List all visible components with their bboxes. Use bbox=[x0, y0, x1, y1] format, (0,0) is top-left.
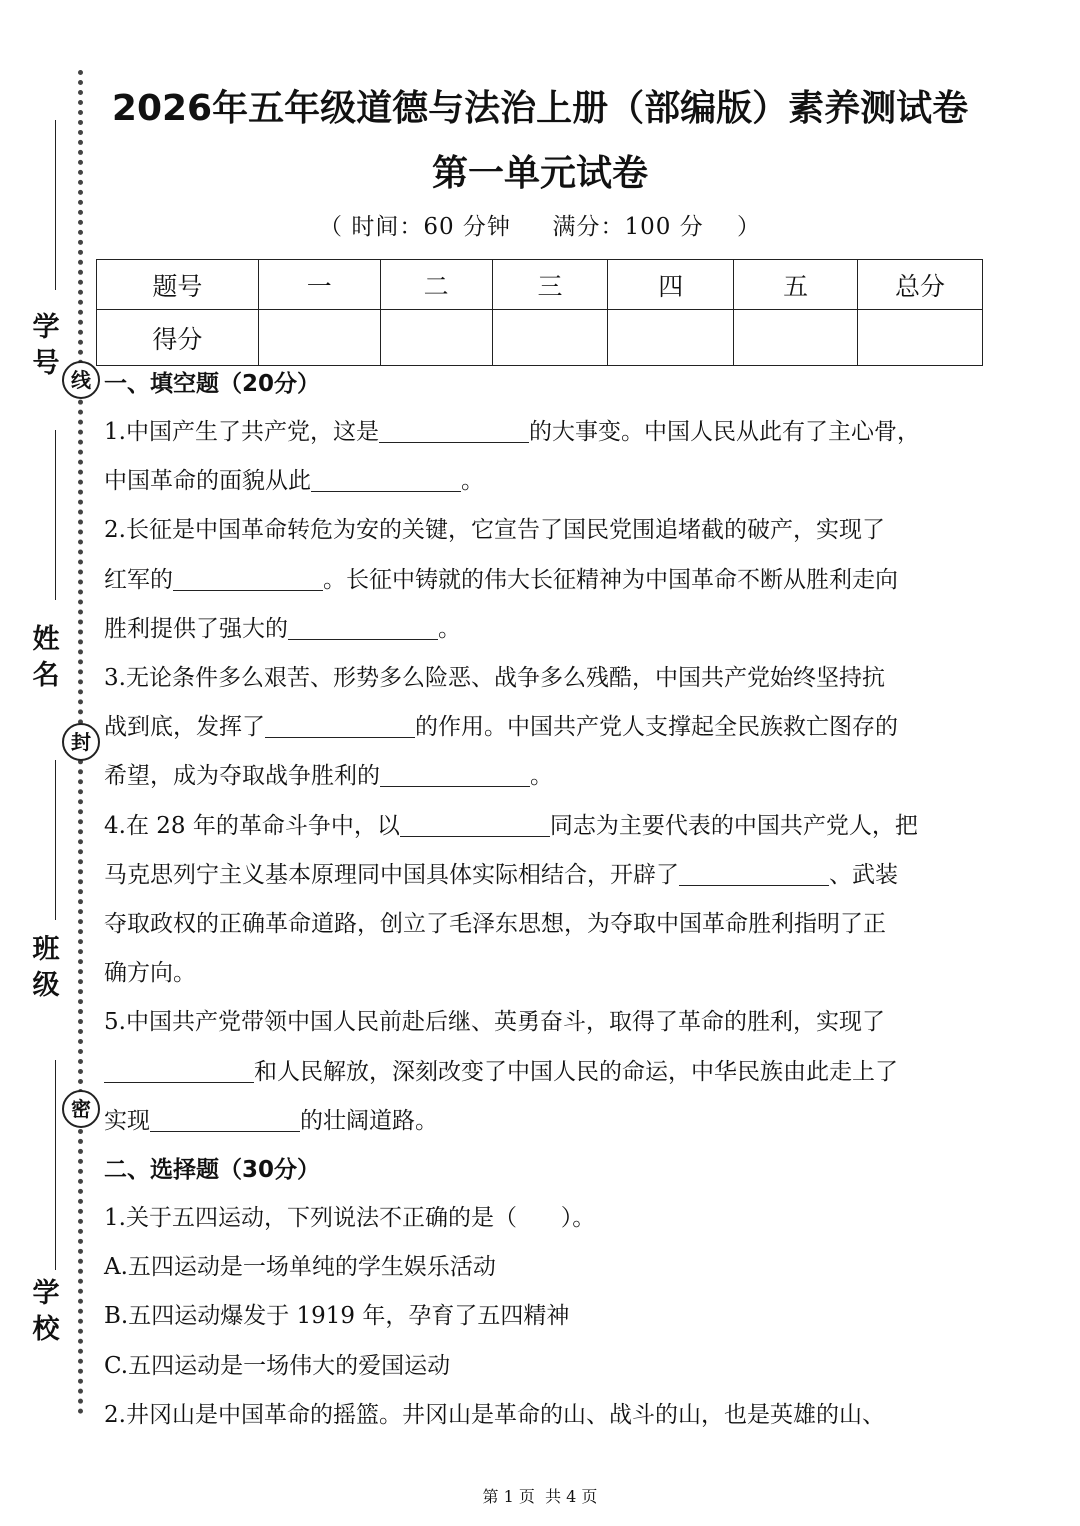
seal-secret-mark: 密 bbox=[62, 1090, 100, 1128]
section-choice-heading: 二、选择题（30分） bbox=[104, 1157, 321, 1184]
choice-option-c[interactable]: C.五四运动是一场伟大的爱国运动 bbox=[104, 1352, 451, 1379]
fill-question-5: 5.中国共产党带领中国人民前赴后继、英勇奋斗，取得了革命的胜利，实现了 和人民解放，深刻改变了中国人民的命运，中华民族由此走上了 实现 的壮阔道路。 bbox=[104, 1009, 898, 1134]
header-total: 总分 bbox=[858, 260, 983, 310]
student-id-label: 学 号 bbox=[32, 312, 60, 379]
student-id-line bbox=[55, 120, 56, 290]
seal-line-mark: 线 bbox=[62, 361, 100, 399]
answer-blank[interactable] bbox=[150, 1105, 300, 1132]
school-label: 学 校 bbox=[32, 1278, 60, 1345]
score-cell[interactable] bbox=[258, 310, 380, 366]
score-cell[interactable] bbox=[734, 310, 858, 366]
name-line bbox=[55, 430, 56, 600]
choice-question-1: 1.关于五四运动，下列说法不正确的是（ ）。 bbox=[104, 1205, 596, 1232]
answer-blank[interactable] bbox=[679, 859, 829, 886]
page-footer: 第 1 页 共 4 页 bbox=[482, 1487, 598, 1506]
answer-blank[interactable] bbox=[380, 760, 530, 787]
choice-option-a[interactable]: A.五四运动是一场单纯的学生娱乐活动 bbox=[104, 1254, 496, 1281]
header-part-4: 四 bbox=[608, 260, 734, 310]
school-line bbox=[55, 1060, 56, 1270]
seal-seal-mark: 封 bbox=[62, 723, 100, 761]
score-cell[interactable] bbox=[380, 310, 492, 366]
answer-blank[interactable] bbox=[104, 1056, 254, 1083]
choice-question-2: 2.井冈山是中国革命的摇篮。井冈山是革命的山、战斗的山，也是英雄的山、 bbox=[104, 1401, 885, 1428]
exam-time-score: （ 时间：60 分钟 满分：100 分 ） bbox=[319, 214, 761, 240]
fill-question-4: 4.在 28 年的革命斗争中，以 同志为主要代表的中国共产党人，把 马克思列宁主义基本原理同中国具体实际相结合，开辟了 、武装 夺取政权的正确革命道路，创立了毛泽东思想，为夺取中国革命胜利指明了正 确方向。 bbox=[104, 802, 980, 999]
header-part-1: 一 bbox=[258, 260, 380, 310]
section-fill-blank-heading: 一、填空题（20分） bbox=[104, 371, 321, 397]
choice-option-b[interactable]: B.五四运动爆发于 1919 年，孕育了五四精神 bbox=[104, 1303, 570, 1330]
score-cell[interactable] bbox=[492, 310, 608, 366]
class-line bbox=[55, 760, 56, 920]
answer-blank[interactable] bbox=[400, 810, 550, 837]
class-label: 班 级 bbox=[32, 934, 60, 1001]
exam-content bbox=[104, 364, 980, 1440]
name-label: 姓 名 bbox=[32, 624, 60, 691]
binding-margin bbox=[0, 0, 100, 1526]
header-question-number: 题号 bbox=[97, 260, 259, 310]
fill-question-1: 1.中国产生了共产党，这是 的大事变。中国人民从此有了主心骨， 中国革命的面貌从此 。 bbox=[104, 408, 980, 506]
score-row-label: 得分 bbox=[97, 310, 259, 366]
unit-title: 第一单元试卷 bbox=[431, 153, 648, 194]
score-cell[interactable] bbox=[608, 310, 734, 366]
answer-blank[interactable] bbox=[265, 711, 415, 738]
header-part-2: 二 bbox=[380, 260, 492, 310]
header-part-3: 三 bbox=[492, 260, 608, 310]
answer-blank[interactable] bbox=[173, 564, 323, 591]
score-table bbox=[96, 259, 983, 366]
score-cell[interactable] bbox=[858, 310, 983, 366]
answer-blank[interactable] bbox=[379, 416, 529, 443]
answer-blank[interactable] bbox=[311, 465, 461, 492]
exam-title: 2026年五年级道德与法治上册（部编版）素养测试卷 bbox=[111, 88, 969, 129]
fill-question-3: 3.无论条件多么艰苦、形势多么险恶、战争多么残酷，中国共产党始终坚持抗 战到底，发挥了 的作用。中国共产党人支撑起全民族救亡图存的 希望，成为夺取战争胜利的 。 bbox=[104, 665, 898, 790]
answer-blank[interactable] bbox=[288, 613, 438, 640]
header-part-5: 五 bbox=[734, 260, 858, 310]
fill-question-2: 2.长征是中国革命转危为安的关键，它宣告了国民党围追堵截的破产，实现了 红军的 。长征中铸就的伟大长征精神为中国革命不断从胜利走向 胜利提供了强大的 。 bbox=[104, 517, 898, 642]
